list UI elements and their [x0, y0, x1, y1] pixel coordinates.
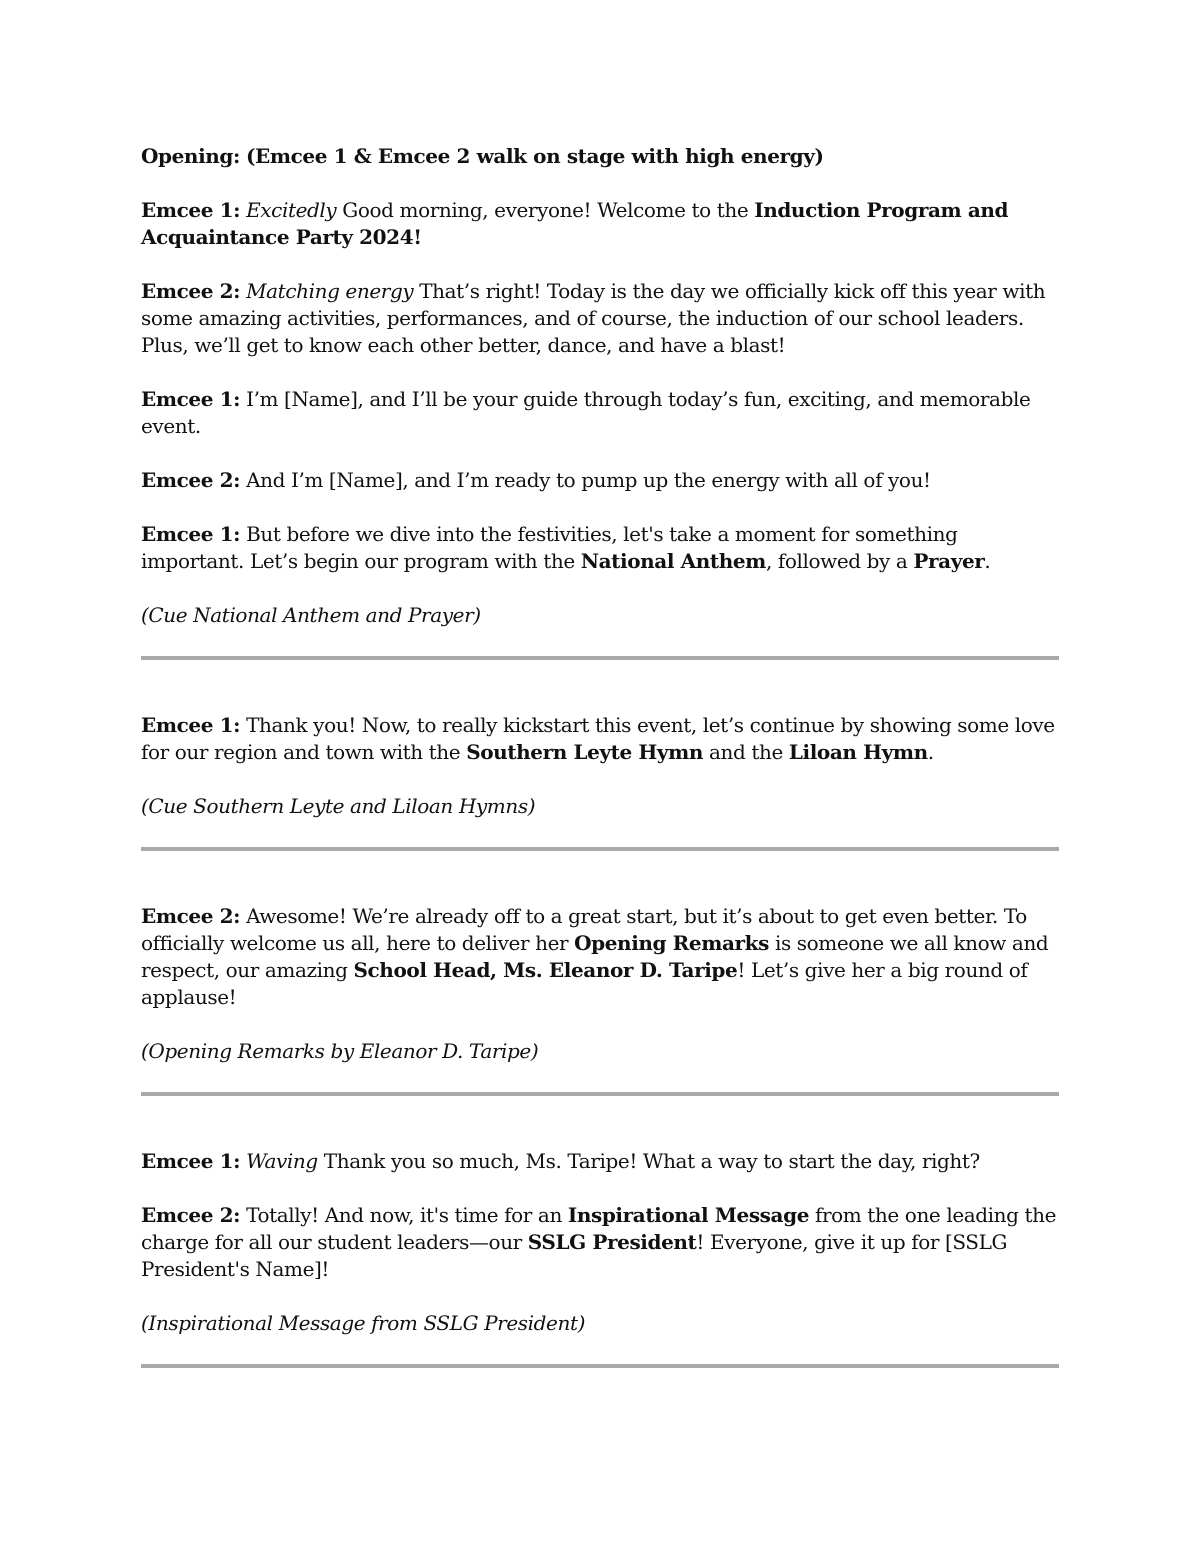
dialogue-line — [141, 903, 1059, 1011]
dialogue-text: ! Everyone, give it up for [SSLG President's Name]! — [141, 1230, 1008, 1281]
action-note: Excitedly — [246, 198, 337, 222]
cue-note: (Inspirational Message from SSLG President) — [141, 1311, 585, 1335]
section-divider — [141, 656, 1059, 660]
dialogue-text: That’s right! Today is the day we officially kick off this year with some amazing activities, performances, and of course, the induction of our school leaders. Plus, we’ll get to know each other better, dance, and have a blast! — [141, 279, 1046, 357]
speaker-label: Emcee 1: — [141, 198, 241, 222]
dialogue-line — [141, 467, 1059, 494]
section-divider — [141, 1364, 1059, 1368]
dialogue-text: Thank you so much, Ms. Taripe! What a way to start the day, right? — [317, 1149, 980, 1173]
dialogue-line — [141, 521, 1059, 575]
speaker-label: Emcee 2: — [141, 1203, 241, 1227]
dialogue-text: And I’m [Name], and I’m ready to pump up the energy with all of you! — [240, 468, 931, 492]
dialogue-text: Good morning, everyone! Welcome to the — [336, 198, 755, 222]
speaker-label: Emcee 1: — [141, 713, 241, 737]
opening-stage-direction: (Emcee 1 & Emcee 2 walk on stage with high energy) — [245, 144, 824, 168]
dialogue-line — [141, 1202, 1059, 1283]
dialogue-emphasis: National Anthem — [580, 549, 766, 573]
cue-note: (Cue Southern Leyte and Liloan Hymns) — [141, 794, 536, 818]
dialogue-text: Awesome! We’re already off to a great start, but it’s about to get even better. To officially welcome us all, here to deliver her — [141, 904, 1027, 955]
dialogue-text: Totally! And now, it's time for an — [240, 1203, 568, 1227]
dialogue-text: Thank you! Now, to really kickstart this event, let’s continue by showing some love for our region and town with the — [141, 713, 1055, 764]
dialogue-text: is someone we all know and respect, our amazing — [141, 931, 1049, 982]
cue-note: (Opening Remarks by Eleanor D. Taripe) — [141, 1039, 539, 1063]
opening-label: Opening: — [141, 144, 240, 168]
dialogue-line — [141, 1148, 1059, 1175]
dialogue-text: But before we dive into the festivities, let's take a moment for something important. Let’s begin our program with the — [141, 522, 958, 573]
dialogue-line — [141, 278, 1059, 359]
cue-note: (Cue National Anthem and Prayer) — [141, 603, 481, 627]
dialogue-text: . — [927, 740, 934, 764]
dialogue-line — [141, 712, 1059, 766]
speaker-label: Emcee 1: — [141, 387, 241, 411]
opening-heading — [141, 143, 1059, 170]
action-note: Waving — [246, 1149, 318, 1173]
action-note: Matching energy — [246, 279, 414, 303]
dialogue-emphasis: Inspirational Message — [567, 1203, 810, 1227]
dialogue-text: , followed by a — [765, 549, 914, 573]
dialogue-emphasis: School Head, Ms. Eleanor D. Taripe — [353, 958, 738, 982]
speaker-label: Emcee 2: — [141, 904, 241, 928]
dialogue-text: from the one leading the charge for all our student leaders—our — [141, 1203, 1057, 1254]
speaker-label: Emcee 1: — [141, 1149, 241, 1173]
dialogue-emphasis: Opening Remarks — [574, 931, 770, 955]
dialogue-emphasis: Prayer — [913, 549, 985, 573]
section-divider — [141, 847, 1059, 851]
dialogue-line — [141, 386, 1059, 440]
dialogue-text: and the — [703, 740, 789, 764]
dialogue-emphasis: Liloan Hymn — [788, 740, 928, 764]
dialogue-text: . — [984, 549, 991, 573]
dialogue-text: I’m [Name], and I’ll be your guide through today’s fun, exciting, and memorable event. — [141, 387, 1031, 438]
dialogue-line — [141, 197, 1059, 251]
script-content — [141, 143, 1059, 1420]
dialogue-emphasis: Induction Program and Acquaintance Party 2024! — [141, 198, 1009, 249]
dialogue-emphasis: Southern Leyte Hymn — [466, 740, 704, 764]
section-divider — [141, 1092, 1059, 1096]
speaker-label: Emcee 2: — [141, 279, 241, 303]
speaker-label: Emcee 2: — [141, 468, 241, 492]
dialogue-text: ! Let’s give her a big round of applause! — [141, 958, 1028, 1009]
dialogue-emphasis: SSLG President — [527, 1230, 697, 1254]
speaker-label: Emcee 1: — [141, 522, 241, 546]
